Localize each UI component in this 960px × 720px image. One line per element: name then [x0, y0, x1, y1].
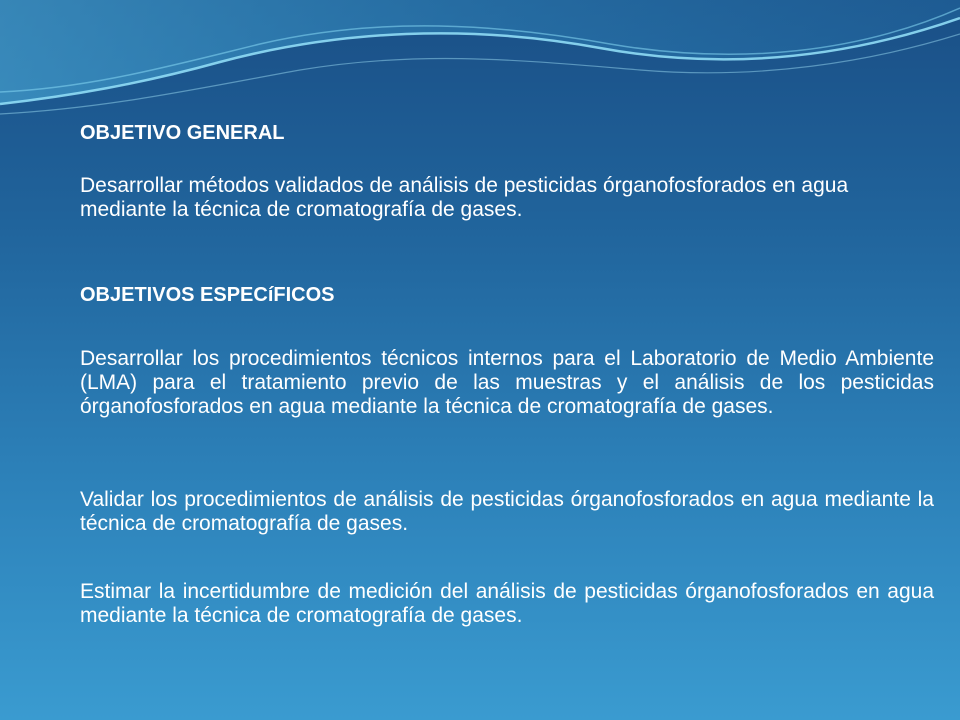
decorative-wave-header [0, 0, 960, 130]
objetivo-especifico-3: Estimar la incertidumbre de medición del análisis de pesticidas órganofosforados en agua mediante la técnica de cromatografía de gases. [80, 580, 934, 627]
objetivo-general-text: Desarrollar métodos validados de análisis de pesticidas órganofosforados en agua mediante la técnica de cromatografía de gases. [80, 174, 849, 221]
objetivo-especifico-2: Validar los procedimientos de análisis de pesticidas órganofosforados en agua mediante la técnica de cromatografía de gases. [80, 488, 934, 535]
objetivo-general-heading: OBJETIVO GENERAL [80, 122, 285, 144]
objetivos-especificos-heading: OBJETIVOS ESPECíFICOS [80, 284, 335, 306]
objetivo-especifico-1: Desarrollar los procedimientos técnicos internos para el Laboratorio de Medio Ambiente (LMA) para el tratamiento previo de las muestras y el análisis de los pesticidas órganofosforados en agua mediante la técnica de cromatografía de gases. [80, 347, 934, 418]
